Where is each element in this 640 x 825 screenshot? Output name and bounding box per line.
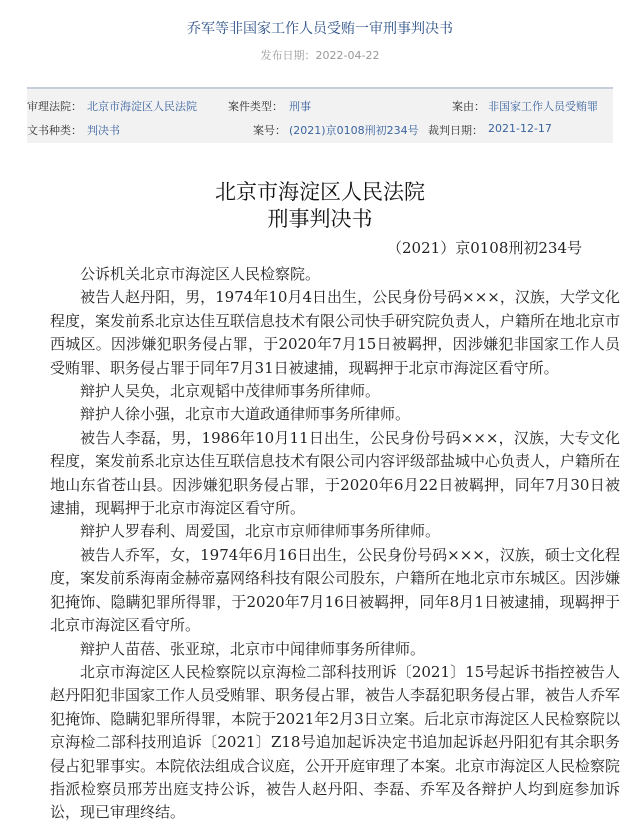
case-type-value: 刑事 bbox=[289, 100, 311, 113]
paragraph: 辩护人罗春利、周爱国，北京市京师律师事务所律师。 bbox=[80, 522, 441, 541]
paragraph: 被告人李磊，男，1986年10月11日出生，公民身份号码×××，汉族，大专文化程度，案发前系北京达佳互联信息技术有限公司内容评级部盐城中心负责人，户籍所在地山东省苍山县。因涉嫌犯职务侵占罪，于2020年6月22日被羁押，同年7月30日被逮捕，现羁押于北京市海淀区看守所。 bbox=[50, 428, 621, 518]
cause-label: 案由： bbox=[452, 100, 485, 113]
document-type-heading: 刑事判决书 bbox=[267, 207, 373, 231]
judgment-body bbox=[50, 263, 620, 825]
paragraph: 被告人乔军，女，1974年6月16日出生，公民身份号码×××，汉族，硕士文化程度，案发前系海南金赫帝嘉网络科技有限公司股东，户籍所在地北京市东城区。因涉嫌犯掩饰、隐瞒犯罪所得罪，于2020年7月16日被羁押，同年8月1日被逮捕，现羁押于北京市海淀区看守所。 bbox=[50, 545, 621, 635]
document-title: 乔军等非国家工作人员受贿一审刑事判决书 bbox=[187, 21, 453, 37]
judgment-date-label: 裁判日期： bbox=[428, 124, 483, 137]
court-label: 审理法院： bbox=[27, 100, 82, 113]
case-type-label: 案件类型： bbox=[228, 100, 283, 113]
court-value: 北京市海淀区人民法院 bbox=[87, 100, 197, 113]
case-reference-number: （2021）京0108刑初234号 bbox=[387, 239, 582, 257]
case-metadata-panel bbox=[27, 87, 613, 143]
publish-date: 发布日期：2022-04-22 bbox=[260, 49, 380, 62]
cause-value: 非国家工作人员受贿罪 bbox=[488, 100, 598, 113]
case-no-value: (2021)京0108刑初234号 bbox=[289, 124, 419, 137]
paragraph: 公诉机关北京市海淀区人民检察院。 bbox=[80, 265, 321, 283]
paragraph: 辩护人吴奂，北京观韬中茂律师事务所律师。 bbox=[80, 382, 381, 401]
paragraph: 辩护人苗蓓、张亚琼，北京市中闻律师事务所律师。 bbox=[80, 639, 426, 658]
paragraph: 辩护人徐小强，北京市大道政通律师事务所律师。 bbox=[80, 405, 411, 424]
document-header bbox=[0, 0, 640, 86]
court-name-heading: 北京市海淀区人民法院 bbox=[215, 180, 425, 204]
case-no-label: 案号： bbox=[253, 124, 286, 137]
paragraph: 被告人赵丹阳，男，1974年10月4日出生，公民身份号码×××，汉族，大学文化程度，案发前系北京达佳互联信息技术有限公司快手研究院负责人，户籍所在地北京市西城区。因涉嫌犯职务侵占罪，于2020年7月15日被羁押，因涉嫌犯非国家工作人员受贿罪、职务侵占罪于同年7月31日被逮捕，现羁押于北京市海淀区看守所。 bbox=[50, 288, 621, 377]
doc-type-label: 文书种类： bbox=[27, 124, 82, 137]
judgment-date-value: 2021-12-17 bbox=[488, 122, 552, 135]
doc-type-value: 判决书 bbox=[87, 124, 120, 137]
paragraph: 北京市海淀区人民检察院以京海检二部科技刑诉〔2021〕15号起诉书指控被告人赵丹阳犯非国家工作人员受贿罪、职务侵占罪，被告人李磊犯职务侵占罪，被告人乔军犯掩饰、隐瞒犯罪所得罪，本院于2021年2月3日立案。后北京市海淀区人民检察院以京海检二部科技刑追诉〔2021〕Z18号追加起诉决定书追加起诉赵丹阳犯有其余职务侵占犯罪事实。本院依法组成合议庭，公开开庭审理了本案。北京市海淀区人民检察院指派检察员邢芳出庭支持公诉，被告人赵丹阳、李磊、乔军及各辩护人均到庭参加诉讼，现已审理终结。 bbox=[50, 662, 621, 822]
